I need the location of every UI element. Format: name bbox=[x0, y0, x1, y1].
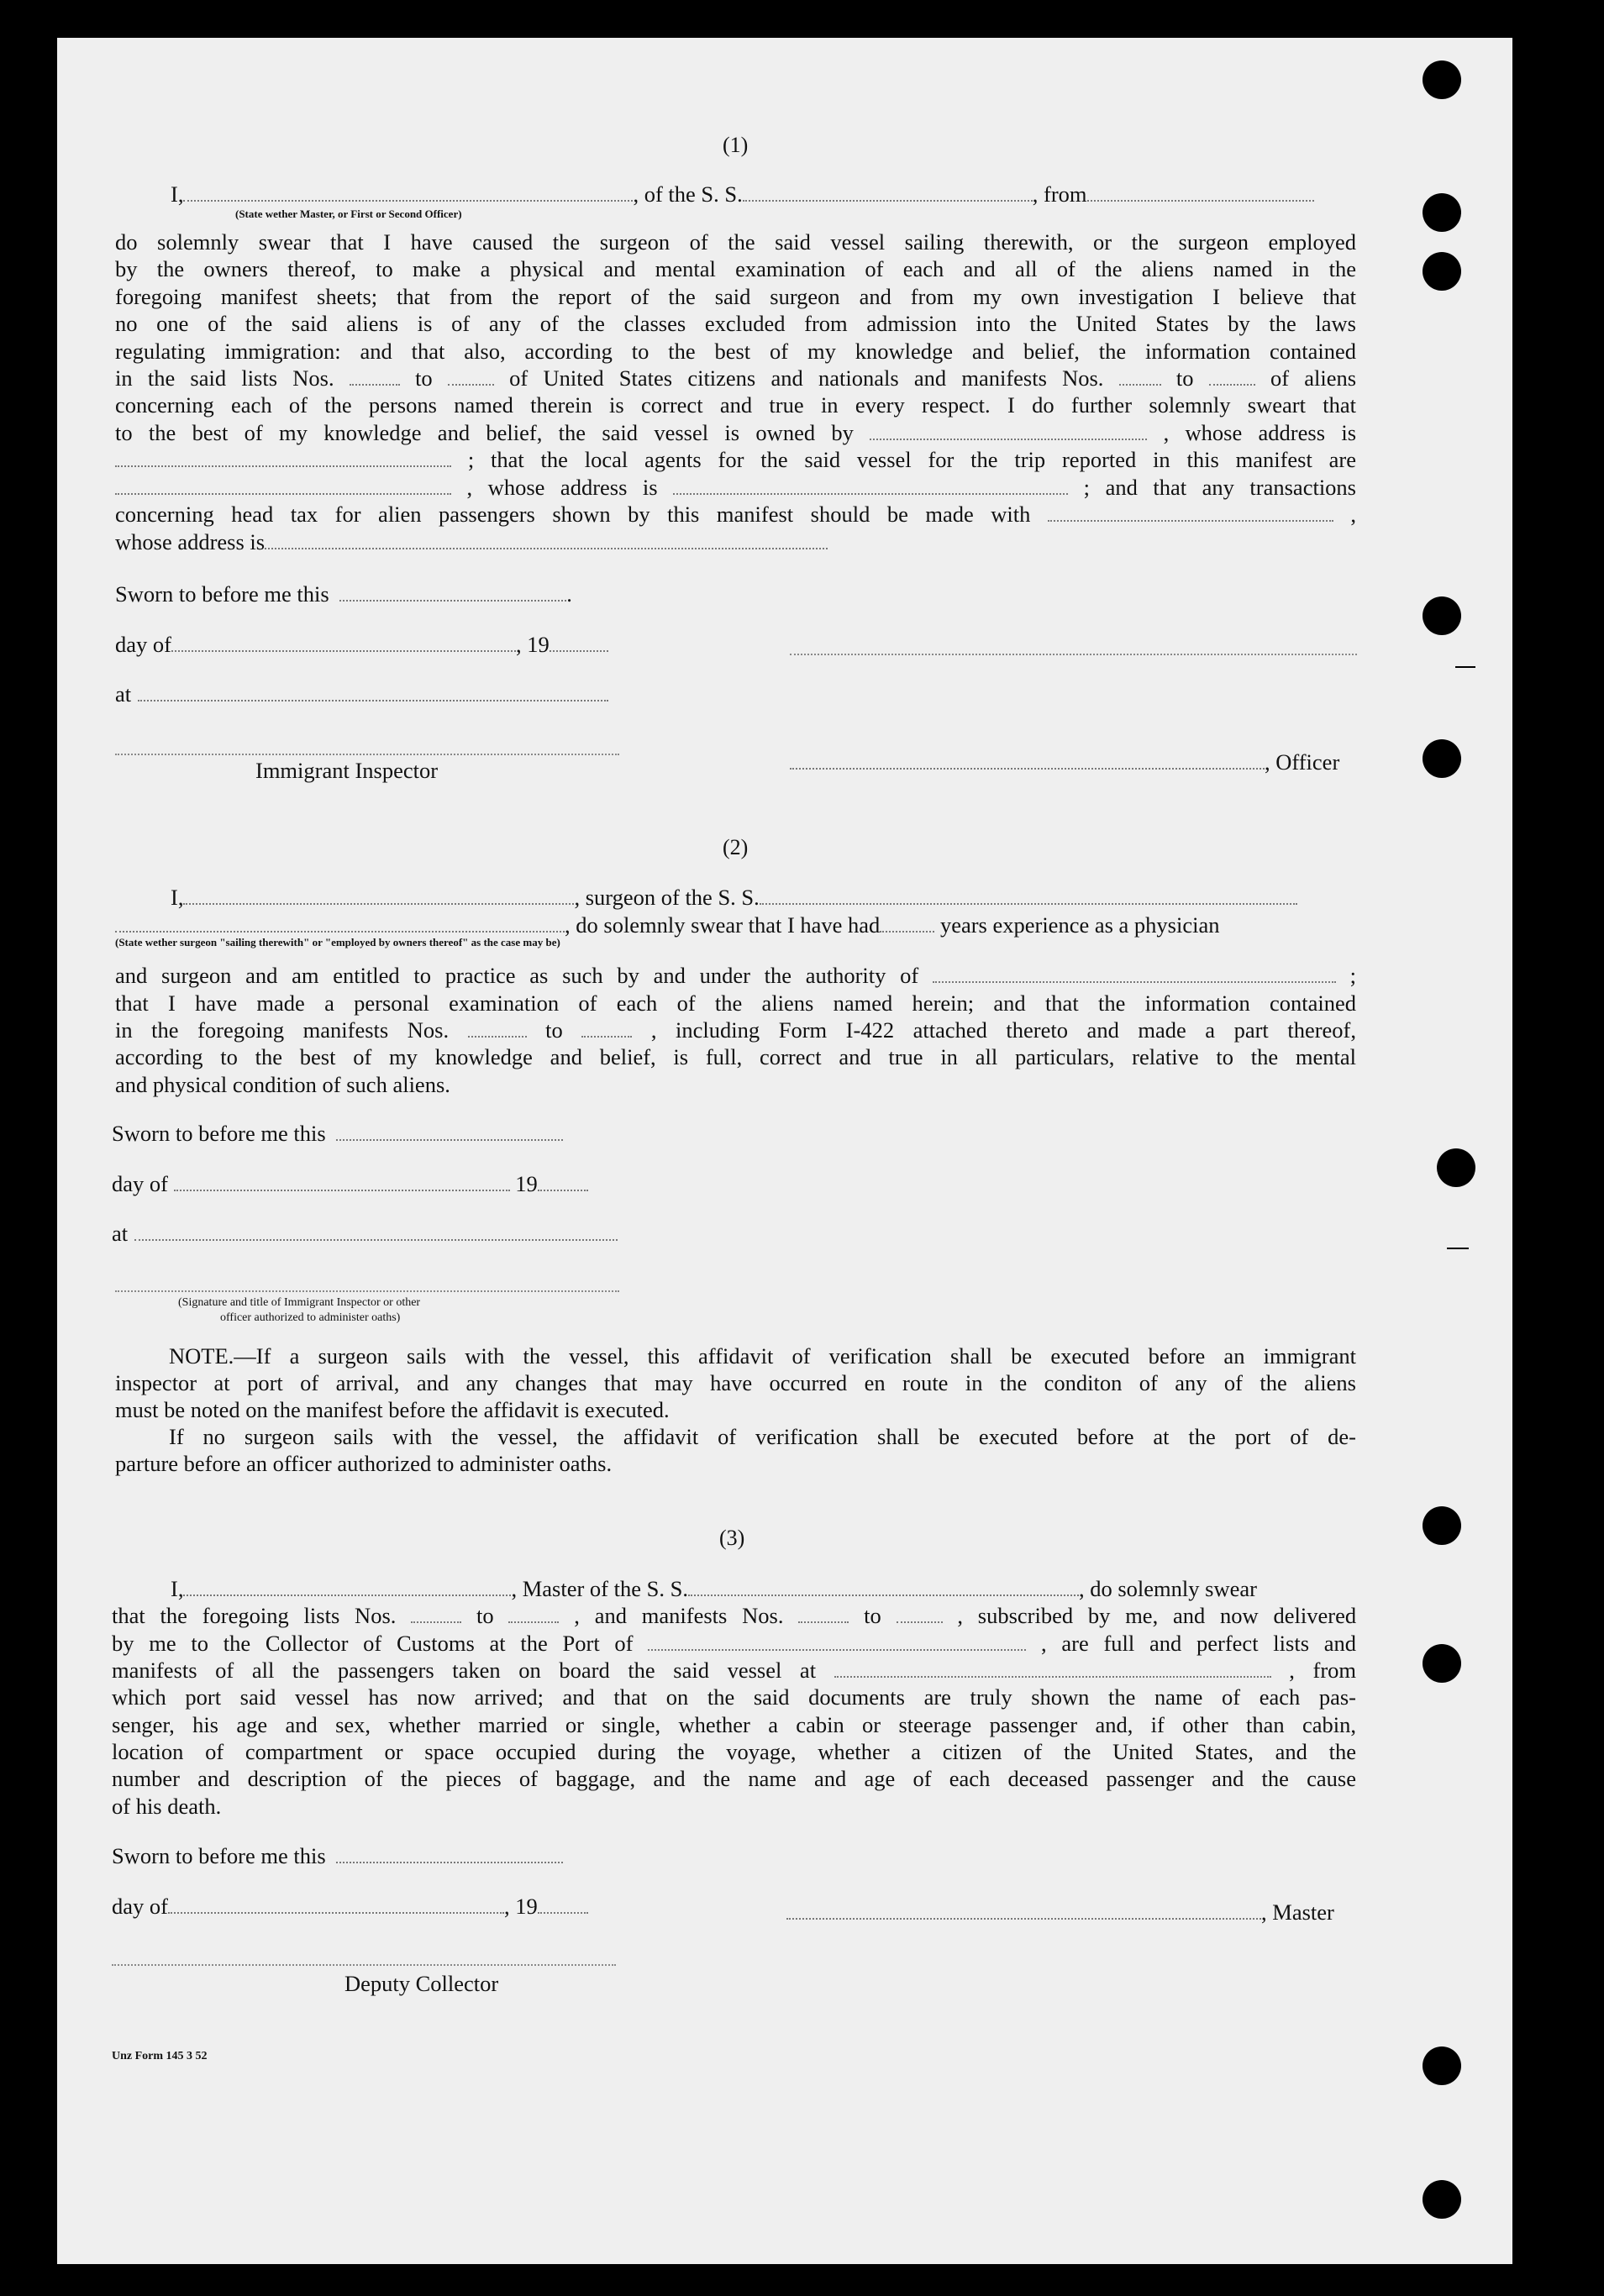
at-line: at bbox=[112, 1220, 618, 1247]
section-1-heading: (1) bbox=[723, 133, 749, 157]
officer-line: I, , of the S. S. , from bbox=[171, 181, 1314, 208]
officer-name-field[interactable] bbox=[183, 185, 633, 202]
oath-text: foregoing manifest sheets; that from the report of the said surgeon and from my own investigation I believe that bbox=[115, 284, 1356, 309]
oath-text: no one of the said aliens is of any of the classes excluded from admission into the United States by the laws bbox=[115, 311, 1356, 336]
oath-text: which port said vessel has now arrived; and that on the said documents are truly shown the name of each pas- bbox=[112, 1684, 1356, 1710]
sworn-date-field[interactable] bbox=[336, 1124, 563, 1141]
punch-hole bbox=[1423, 2180, 1461, 2219]
note-text: NOTE.—If a surgeon sails with the vessel, this affidavit of verification shall be executed before an immigrant bbox=[169, 1343, 1356, 1369]
punch-hole bbox=[1423, 2046, 1461, 2085]
section-3-heading: (3) bbox=[719, 1526, 745, 1550]
surgeon-manifests-from-field[interactable] bbox=[468, 1021, 527, 1038]
port-field[interactable] bbox=[648, 1634, 1026, 1651]
agents-address-line: , whose address is ; and that any transactions bbox=[115, 474, 1356, 502]
note-text: inspector at port of arrival, and any changes that may have occurred en route in the conditon of any of the aliens bbox=[115, 1370, 1356, 1395]
lists-from-field[interactable] bbox=[350, 369, 400, 386]
punch-hole bbox=[1423, 596, 1461, 635]
lists-to-field[interactable] bbox=[448, 369, 494, 386]
surgeon-status-field[interactable] bbox=[115, 916, 565, 933]
oath-text: by the owners thereof, to make a physical and mental examination of each and all of the aliens named in the bbox=[115, 256, 1356, 281]
surgeon-vessel-field[interactable] bbox=[760, 888, 1297, 905]
deputy-label: Deputy Collector bbox=[344, 1971, 499, 1996]
inspector-signature-line[interactable] bbox=[115, 1290, 619, 1292]
punch-hole bbox=[1423, 60, 1461, 99]
margin-mark bbox=[1447, 1248, 1469, 1249]
year-field[interactable] bbox=[550, 635, 608, 652]
surgeon-manifests-line: in the foregoing manifests Nos. to , including Form I-422 attached thereto and made a part thereof, bbox=[115, 1017, 1356, 1043]
section-2-heading: (2) bbox=[723, 835, 749, 859]
master-line: I, , Master of the S. S. , do solemnly swear bbox=[171, 1576, 1257, 1601]
inspector-label: Immigrant Inspector bbox=[255, 758, 439, 783]
punch-hole bbox=[1423, 193, 1461, 232]
punch-hole bbox=[1423, 1506, 1461, 1545]
day-field[interactable] bbox=[171, 635, 516, 652]
oath-text: and physical condition of such aliens. bbox=[115, 1072, 450, 1097]
deputy-signature-line[interactable] bbox=[112, 1964, 616, 1966]
agents-address-field[interactable] bbox=[673, 478, 1068, 495]
sworn-line: Sworn to before me this . bbox=[115, 581, 572, 607]
oath-text: according to the best of my knowledge and belief, is full, correct and true in all particulars, relative to the mental bbox=[115, 1044, 1356, 1069]
oath-text: that I have made a personal examination of each of the aliens named herein; and that the information contained bbox=[115, 990, 1356, 1016]
oath-text: senger, his age and sex, whether married or single, whether a cabin or steerage passenger and, if other than cabin, bbox=[112, 1712, 1356, 1737]
master-lists-from-field[interactable] bbox=[411, 1606, 461, 1623]
year-field[interactable] bbox=[538, 1174, 588, 1191]
sworn-date-field[interactable] bbox=[339, 585, 566, 602]
master-signature-line: , Master bbox=[786, 1899, 1334, 1926]
manifests-from-field[interactable] bbox=[1119, 369, 1161, 386]
punch-hole bbox=[1423, 252, 1461, 291]
oath-text: do solemnly swear that I have caused the surgeon of the said vessel sailing therewith, or the surgeon employed bbox=[115, 229, 1356, 255]
master-signature-field[interactable] bbox=[786, 1903, 1261, 1920]
year-field[interactable] bbox=[538, 1897, 588, 1914]
oath-text: of his death. bbox=[112, 1794, 222, 1819]
owner-line: to the best of my knowledge and belief, the said vessel is owned by , whose address is bbox=[115, 420, 1357, 445]
authority-line: and surgeon and am entitled to practice as such by and under the authority of ; bbox=[115, 963, 1356, 988]
day-line: day of , 19 bbox=[112, 1893, 588, 1920]
master-vessel-field[interactable] bbox=[688, 1579, 1079, 1596]
note-text: must be noted on the manifest before the affidavit is executed. bbox=[115, 1397, 670, 1422]
day-line: day of , 19 bbox=[115, 631, 608, 658]
note-text: If no surgeon sails with the vessel, the affidavit of verification shall be executed before at the port of de- bbox=[169, 1424, 1356, 1449]
agents-line: ; that the local agents for the said vessel for the trip reported in this manifest are bbox=[115, 446, 1356, 474]
inspector-signature-line[interactable] bbox=[115, 754, 619, 755]
day-line: day of 19 bbox=[112, 1170, 588, 1197]
day-field[interactable] bbox=[174, 1174, 510, 1191]
officer-signature-field[interactable] bbox=[790, 753, 1265, 770]
punch-hole bbox=[1423, 739, 1461, 778]
oath-lists-line: in the said lists Nos. to of United States citizens and nationals and manifests Nos. to of aliens bbox=[115, 365, 1357, 391]
signature-note: (Signature and title of Immigrant Inspector or other bbox=[178, 1296, 421, 1309]
officer-signature-line-upper[interactable] bbox=[790, 654, 1357, 655]
punch-hole bbox=[1423, 1644, 1461, 1683]
surgeon-line: I, , surgeon of the S. S. bbox=[171, 884, 1297, 911]
margin-mark bbox=[1455, 666, 1475, 668]
signature-note: officer authorized to administer oaths) bbox=[220, 1311, 401, 1324]
from-port-field[interactable] bbox=[1087, 185, 1314, 202]
officer-note: (State wether Master, or First or Second Officer) bbox=[235, 208, 462, 220]
officer-signature-line: , Officer bbox=[790, 749, 1339, 775]
note-text: parture before an officer authorized to administer oaths. bbox=[115, 1451, 613, 1476]
authority-field[interactable] bbox=[933, 966, 1336, 983]
owner-field[interactable] bbox=[870, 423, 1147, 440]
sworn-line: Sworn to before me this bbox=[112, 1120, 563, 1147]
oath-text: regulating immigration: and that also, according to the best of my knowledge and belief, the information contained bbox=[115, 339, 1356, 364]
master-name-field[interactable] bbox=[183, 1579, 511, 1596]
sworn-date-field[interactable] bbox=[336, 1847, 563, 1863]
place-field[interactable] bbox=[134, 1224, 618, 1241]
boarding-line: manifests of all the passengers taken on board the said vessel at , from bbox=[112, 1658, 1357, 1683]
head-tax-contact-field[interactable] bbox=[1048, 505, 1333, 522]
vessel-name-field[interactable] bbox=[743, 185, 1033, 202]
port-line: by me to the Collector of Customs at the Port of , are full and perfect lists and bbox=[112, 1631, 1357, 1656]
form-id: Unz Form 145 3 52 bbox=[112, 2050, 208, 2062]
boarding-port-field[interactable] bbox=[834, 1661, 1271, 1678]
surgeon-name-field[interactable] bbox=[183, 888, 574, 905]
surgeon-note: (State wether surgeon "sailing therewith" or "employed by owners thereof" as the case may be) bbox=[115, 936, 560, 948]
punch-hole bbox=[1437, 1148, 1475, 1187]
master-lists-line: that the foregoing lists Nos. to , and manifests Nos. to , subscribed by me, and now delivered bbox=[112, 1603, 1357, 1628]
owner-address-field[interactable] bbox=[115, 450, 451, 467]
oath-text: location of compartment or space occupied during the voyage, whether a citizen of the United States, and the bbox=[112, 1739, 1356, 1764]
head-tax-address-field[interactable] bbox=[265, 533, 828, 549]
master-lists-to-field[interactable] bbox=[508, 1606, 559, 1623]
oath-text: number and description of the pieces of baggage, and the name and age of each deceased passenger and the cause bbox=[112, 1766, 1356, 1791]
oath-text: concerning each of the persons named therein is correct and true in every respect. I do further solemnly sweart that bbox=[115, 392, 1356, 418]
surgeon-manifests-to-field[interactable] bbox=[581, 1021, 632, 1038]
agents-field[interactable] bbox=[115, 478, 451, 495]
experience-line: , do solemnly swear that I have had years experience as a physician bbox=[115, 912, 1220, 938]
day-field[interactable] bbox=[168, 1897, 504, 1914]
sworn-line: Sworn to before me this bbox=[112, 1842, 563, 1869]
manifests-to-field[interactable] bbox=[1209, 369, 1255, 386]
place-field[interactable] bbox=[138, 685, 608, 701]
head-tax-address-line: whose address is bbox=[115, 528, 828, 555]
master-manifests-from-field[interactable] bbox=[798, 1606, 849, 1623]
years-field[interactable] bbox=[880, 916, 934, 933]
head-tax-line: concerning head tax for alien passengers shown by this manifest should be made with , bbox=[115, 502, 1357, 527]
at-line: at bbox=[115, 680, 608, 707]
master-manifests-to-field[interactable] bbox=[897, 1606, 943, 1623]
